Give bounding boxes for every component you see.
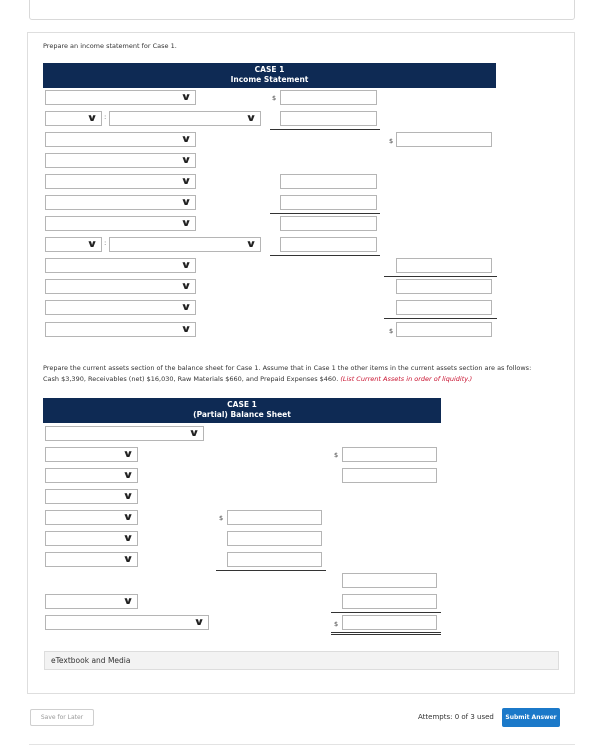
balance-sheet-total-label-select[interactable] [45, 615, 209, 630]
balance-sheet-instruction-text: Cash $3,390, Receivables (net) $16,030, Raw Materials $660, and Prepaid Expenses $460. [43, 375, 339, 383]
chevron-down-icon: ∨ [122, 512, 134, 523]
balance-sheet-account-select[interactable] [45, 489, 138, 504]
income-statement-amount-input[interactable] [280, 216, 377, 231]
liquidity-note: (List Current Assets in order of liquidity.) [340, 375, 473, 383]
balance-sheet-total-input[interactable] [342, 468, 437, 483]
chevron-down-icon: ∨ [122, 449, 134, 460]
chevron-down-icon: ∨ [180, 260, 192, 271]
chevron-down-icon: ∨ [180, 302, 192, 313]
chevron-down-icon: ∨ [122, 491, 134, 502]
chevron-down-icon: ∨ [188, 428, 200, 439]
dollar-sign: $ [334, 451, 339, 459]
income-statement-account-select[interactable] [45, 195, 196, 210]
save-for-later-button[interactable]: Save for Later [30, 709, 94, 726]
dollar-sign: $ [334, 620, 339, 628]
subtotal-rule [270, 129, 380, 130]
balance-sheet-instruction-line1: Prepare the current assets section of the balance sheet for Case 1. Assume that in Case 1 the other items in the current assets section are as follows: [43, 364, 532, 372]
chevron-down-icon: ∨ [180, 134, 192, 145]
dollar-sign: $ [219, 514, 224, 522]
subtotal-rule [331, 612, 441, 613]
income-statement-period-select[interactable] [109, 237, 261, 252]
balance-sheet-account-select[interactable] [45, 510, 138, 525]
income-statement-account-select[interactable] [45, 174, 196, 189]
chevron-down-icon: ∨ [193, 617, 205, 628]
income-statement-total-input[interactable] [396, 300, 492, 315]
balance-sheet-instruction-line2 [43, 375, 472, 383]
income-statement-amount-input[interactable] [280, 195, 377, 210]
income-statement-account-select[interactable] [45, 300, 196, 315]
header-statement-title: (Partial) Balance Sheet [193, 410, 291, 419]
chevron-down-icon: ∨ [122, 596, 134, 607]
subtotal-rule [384, 276, 497, 277]
etextbook-and-media-link[interactable]: eTextbook and Media [44, 651, 559, 670]
attempts-counter: Attempts: 0 of 3 used [418, 713, 494, 721]
chevron-down-icon: ∨ [180, 92, 192, 103]
chevron-down-icon: ∨ [86, 239, 98, 250]
dollar-sign: $ [389, 327, 394, 335]
footer-divider [29, 744, 575, 745]
income-statement-label-select[interactable] [45, 111, 102, 126]
income-statement-total-input[interactable] [396, 258, 492, 273]
header-case-title: CASE 1 [227, 400, 257, 409]
chevron-down-icon: ∨ [180, 197, 192, 208]
balance-sheet-account-select[interactable] [45, 552, 138, 567]
income-statement-amount-input[interactable] [280, 90, 377, 105]
chevron-down-icon: ∨ [122, 533, 134, 544]
dollar-sign: $ [272, 94, 277, 102]
balance-sheet-amount-input[interactable] [227, 552, 322, 567]
chevron-down-icon: ∨ [122, 470, 134, 481]
dollar-sign: $ [389, 137, 394, 145]
balance-sheet-account-select[interactable] [45, 468, 138, 483]
income-statement-account-select[interactable] [45, 132, 196, 147]
income-statement-amount-input[interactable] [280, 237, 377, 252]
header-case-title: CASE 1 [254, 65, 285, 74]
income-statement-account-select[interactable] [45, 279, 196, 294]
subtotal-rule [384, 318, 497, 319]
subtotal-rule [270, 255, 380, 256]
chevron-down-icon: ∨ [122, 554, 134, 565]
colon-separator: : [104, 113, 107, 121]
double-underline-top [331, 632, 441, 633]
subtotal-rule [270, 213, 380, 214]
chevron-down-icon: ∨ [180, 176, 192, 187]
chevron-down-icon: ∨ [245, 113, 257, 124]
chevron-down-icon: ∨ [180, 324, 192, 335]
balance-sheet-total-input[interactable] [342, 573, 437, 588]
balance-sheet-header [43, 398, 441, 423]
income-statement-account-select[interactable] [45, 322, 196, 337]
double-underline-bottom [331, 634, 441, 635]
chevron-down-icon: ∨ [180, 281, 192, 292]
income-statement-account-select[interactable] [45, 216, 196, 231]
balance-sheet-total-input[interactable] [342, 447, 437, 462]
chevron-down-icon: ∨ [180, 218, 192, 229]
income-statement-account-select[interactable] [45, 258, 196, 273]
balance-sheet-account-select[interactable] [45, 594, 138, 609]
chevron-down-icon: ∨ [245, 239, 257, 250]
income-statement-period-select[interactable] [109, 111, 261, 126]
balance-sheet-account-select[interactable] [45, 447, 138, 462]
subtotal-rule [216, 570, 326, 571]
income-statement-account-select[interactable] [45, 90, 196, 105]
income-statement-label-select[interactable] [45, 237, 102, 252]
balance-sheet-amount-input[interactable] [227, 510, 322, 525]
net-income-total-input[interactable] [396, 322, 492, 337]
total-current-assets-input[interactable] [342, 615, 437, 630]
balance-sheet-account-select[interactable] [45, 531, 138, 546]
income-statement-account-select[interactable] [45, 153, 196, 168]
chevron-down-icon: ∨ [86, 113, 98, 124]
income-statement-header [43, 63, 496, 88]
income-statement-instruction: Prepare an income statement for Case 1. [43, 42, 177, 50]
income-statement-total-input[interactable] [396, 132, 492, 147]
income-statement-amount-input[interactable] [280, 111, 377, 126]
submit-answer-button[interactable]: Submit Answer [502, 708, 560, 727]
previous-question-box [29, 0, 575, 20]
header-statement-title: Income Statement [230, 75, 309, 84]
balance-sheet-amount-input[interactable] [227, 531, 322, 546]
colon-separator: : [104, 239, 107, 247]
income-statement-total-input[interactable] [396, 279, 492, 294]
balance-sheet-section-select[interactable] [45, 426, 204, 441]
balance-sheet-total-input[interactable] [342, 594, 437, 609]
income-statement-amount-input[interactable] [280, 174, 377, 189]
chevron-down-icon: ∨ [180, 155, 192, 166]
